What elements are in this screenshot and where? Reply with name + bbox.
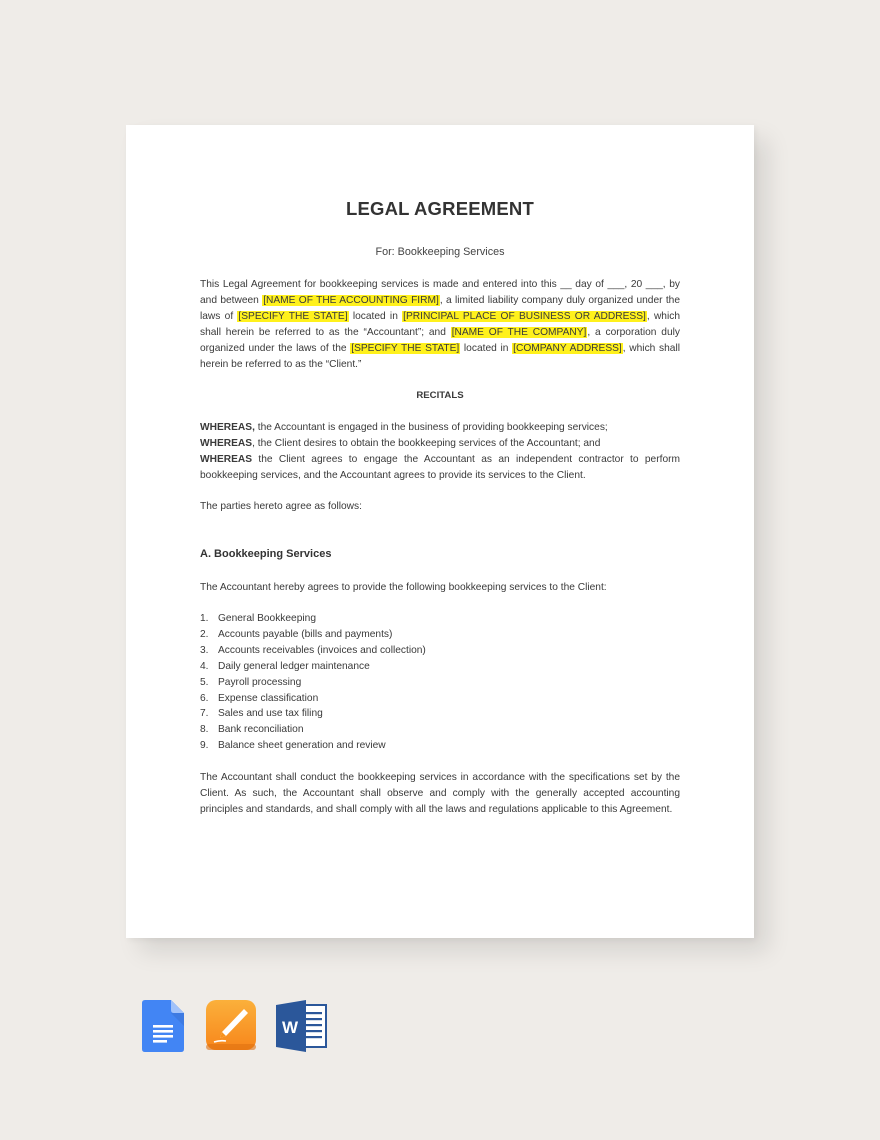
services-intro: The Accountant hereby agrees to provide the following bookkeeping services to the Client:: [200, 582, 607, 593]
google-docs-icon-graphic: [142, 1000, 184, 1052]
whereas-text: the Client agrees to engage the Accountant as an independent contractor to perform bookkeeping services, and the Accountant agrees to provide its services to the Client.: [200, 453, 680, 481]
closing-paragraph: The Accountant shall conduct the bookkeeping services in accordance with the specifications set by the Client. As such, the Accountant shall observe and comply with the generally accepted accounting principles and standards, and shall comply with all the laws and regulations applicable to this Agreement.: [200, 772, 680, 815]
list-text: Payroll processing: [218, 676, 302, 688]
list-item: [200, 675, 680, 691]
recitals-heading: RECITALS: [416, 390, 464, 401]
list-text: Bank reconciliation: [218, 724, 304, 736]
placeholder-business-address: [PRINCIPAL PLACE OF BUSINESS OR ADDRESS]: [403, 310, 646, 322]
placeholder-accounting-firm: [NAME OF THE ACCOUNTING FIRM]: [263, 294, 439, 306]
whereas-clauses: [200, 420, 680, 484]
list-text: Accounts receivables (invoices and collection): [218, 644, 426, 656]
list-number: 7.: [200, 708, 209, 720]
list-text: Accounts payable (bills and payments): [218, 628, 393, 640]
intro-text: , which shall herein be referred to as the “Client.”: [200, 342, 680, 370]
list-number: 6.: [200, 692, 209, 704]
list-item: [200, 611, 680, 627]
placeholder-state: [SPECIFY THE STATE]: [238, 310, 348, 322]
intro-text: , which shall herein be referred to as the “Accountant”; and: [200, 310, 680, 338]
list-text: Expense classification: [218, 692, 319, 704]
intro-text: located in: [348, 310, 403, 322]
list-number: 2.: [200, 628, 209, 640]
services-list: [200, 611, 680, 754]
document-title: LEGAL AGREEMENT: [345, 198, 534, 219]
list-number: 5.: [200, 676, 209, 688]
list-text: Daily general ledger maintenance: [218, 660, 370, 672]
list-text: General Bookkeeping: [218, 613, 316, 624]
list-item: [200, 691, 680, 707]
apple-pages-icon[interactable]: [206, 1000, 256, 1057]
svg-text:W: W: [281, 1018, 299, 1037]
microsoft-word-icon[interactable]: [276, 1000, 328, 1057]
apple-pages-icon-graphic: [206, 1000, 256, 1052]
whereas-clause: [200, 420, 680, 436]
placeholder-company-address: [COMPANY ADDRESS]: [513, 342, 622, 354]
intro-text: This Legal Agreement for bookkeeping services is made and entered into this __ day of ___, 20 ___, by and between: [200, 279, 680, 306]
list-number: 4.: [200, 660, 209, 672]
whereas-clause: [200, 452, 680, 484]
whereas-keyword: WHEREAS: [200, 437, 253, 449]
section-a-heading: A. Bookkeeping Services: [200, 548, 332, 560]
microsoft-word-icon-graphic: [276, 1000, 328, 1052]
list-text: Sales and use tax filing: [218, 708, 323, 720]
whereas-keyword: WHEREAS,: [200, 422, 255, 433]
list-number: 3.: [200, 644, 209, 656]
app-icons-row: [140, 1000, 340, 1052]
list-number: 1.: [200, 613, 209, 624]
whereas-text: the Accountant is engaged in the business of providing bookkeeping services;: [254, 422, 608, 433]
list-text: Balance sheet generation and review: [218, 740, 386, 752]
list-item: [200, 722, 680, 738]
list-number: 8.: [200, 724, 209, 736]
intro-text: , a limited liability company duly organized under the laws of: [200, 294, 681, 322]
whereas-clause: [200, 436, 680, 452]
list-item: [200, 627, 680, 643]
whereas-text: , the Client desires to obtain the bookkeeping services of the Accountant; and: [252, 437, 601, 449]
document-subtitle: For: Bookkeeping Services: [375, 246, 505, 258]
list-item: [200, 706, 680, 722]
parties-statement: The parties hereto agree as follows:: [200, 501, 362, 512]
intro-paragraph: [200, 277, 680, 372]
list-item: [200, 643, 680, 659]
document-page: [126, 125, 754, 938]
list-item: [200, 659, 680, 675]
intro-text: , a corporation duly organized under the laws of the: [200, 326, 680, 354]
list-item: [200, 738, 680, 754]
placeholder-company-name: [NAME OF THE COMPANY]: [451, 326, 587, 338]
google-docs-icon[interactable]: [142, 1000, 184, 1057]
placeholder-state: [SPECIFY THE STATE]: [351, 342, 460, 354]
intro-text: located in: [460, 342, 513, 354]
whereas-keyword: WHEREAS: [200, 453, 253, 465]
list-number: 9.: [200, 740, 209, 752]
